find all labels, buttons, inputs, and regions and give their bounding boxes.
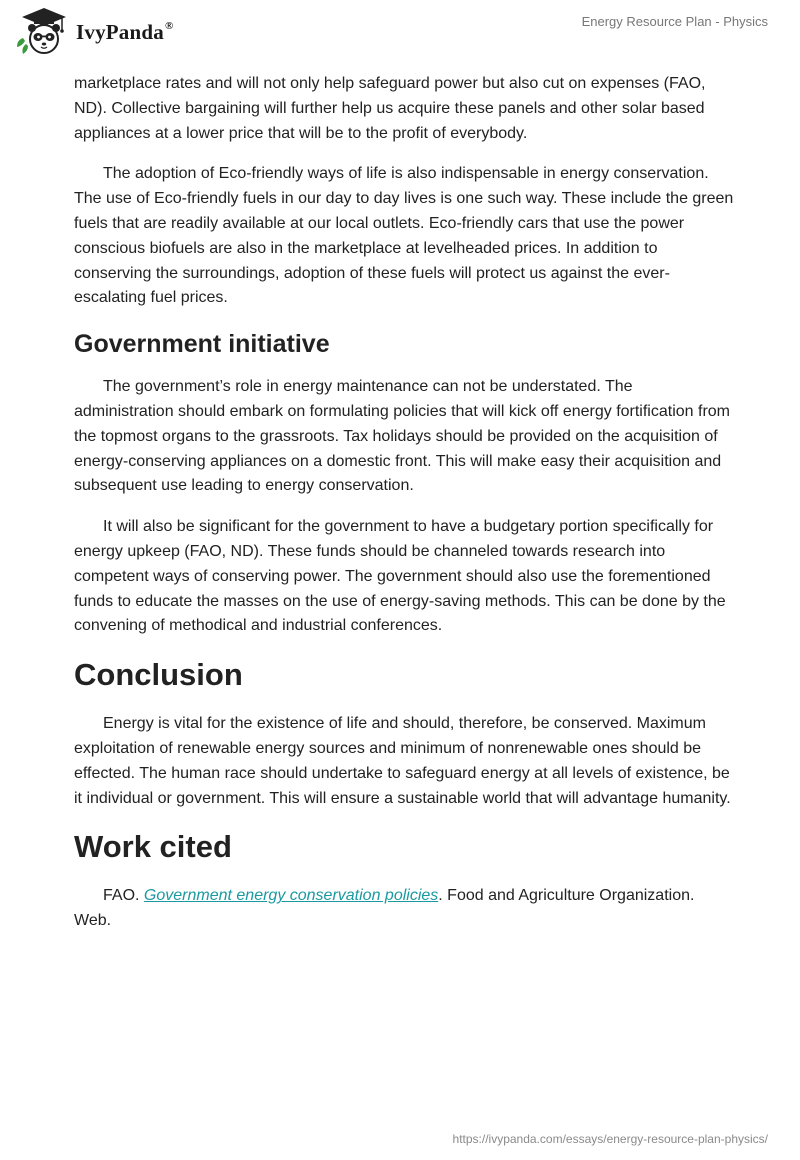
section-heading-work-cited: Work cited (74, 829, 232, 865)
citation-suffix: . Food and Agriculture Organization. Web. (74, 887, 695, 930)
paragraph: The government’s role in energy maintenance can not be understated. The administration should embark on formulating policies that will kick off energy fortification from the topmost organs to the grassroots. Tax holidays should be provided on the acquisition of energy-conserving appliances on a domestic front. This will make easy their acquisition and subsequent use leading to energy conservation. (74, 378, 730, 495)
essay-content (74, 72, 734, 934)
brand-name: IvyPanda® (76, 19, 174, 44)
section-heading-conclusion: Conclusion (74, 657, 243, 693)
paragraph: It will also be significant for the government to have a budgetary portion specifically for energy upkeep (FAO, ND). These funds should be channeled towards research into competent ways of conserving power. The government should also use the forementioned funds to educate the masses on the use of energy-saving methods. This can be done by the convening of methodical and industrial conferences. (74, 518, 726, 635)
page-header (0, 0, 800, 70)
footer-url: https://ivypanda.com/essays/energy-resource-plan-physics/ (452, 1132, 768, 1146)
paragraph: Energy is vital for the existence of life and should, therefore, be conserved. Maximum exploitation of renewable energy sources and minimum of nonrenewable ones should be effected. The human race should undertake to safeguard energy at all levels of existence, be it individual or government. This will ensure a sustainable world that will advantage humanity. (74, 715, 731, 807)
citation-entry (74, 884, 734, 934)
citation-prefix: FAO. (103, 887, 144, 905)
section-heading-government: Government initiative (74, 330, 330, 359)
paragraph: The adoption of Eco-friendly ways of life is also indispensable in energy conservation. The use of Eco-friendly fuels in our day to day lives is one such way. These include the green fuels that are readily available at our local outlets. Eco-friendly cars that use the power conscious biofuels are also in the marketplace at levelheaded prices. In addition to conserving the surroundings, adoption of these fuels will protect us against the ever-escalating fuel prices. (74, 165, 734, 307)
panda-graduate-icon (14, 6, 74, 56)
paragraph: marketplace rates and will not only help safeguard power but also cut on expenses (FAO, ND). Collective bargaining will further help us acquire these panels and other solar based appliances at a lower price that will be to the profit of everybody. (74, 75, 706, 142)
citation-link[interactable]: Government energy conservation policies (143, 887, 439, 905)
document-title: Energy Resource Plan - Physics (581, 14, 768, 29)
ivypanda-logo[interactable] (14, 6, 173, 56)
